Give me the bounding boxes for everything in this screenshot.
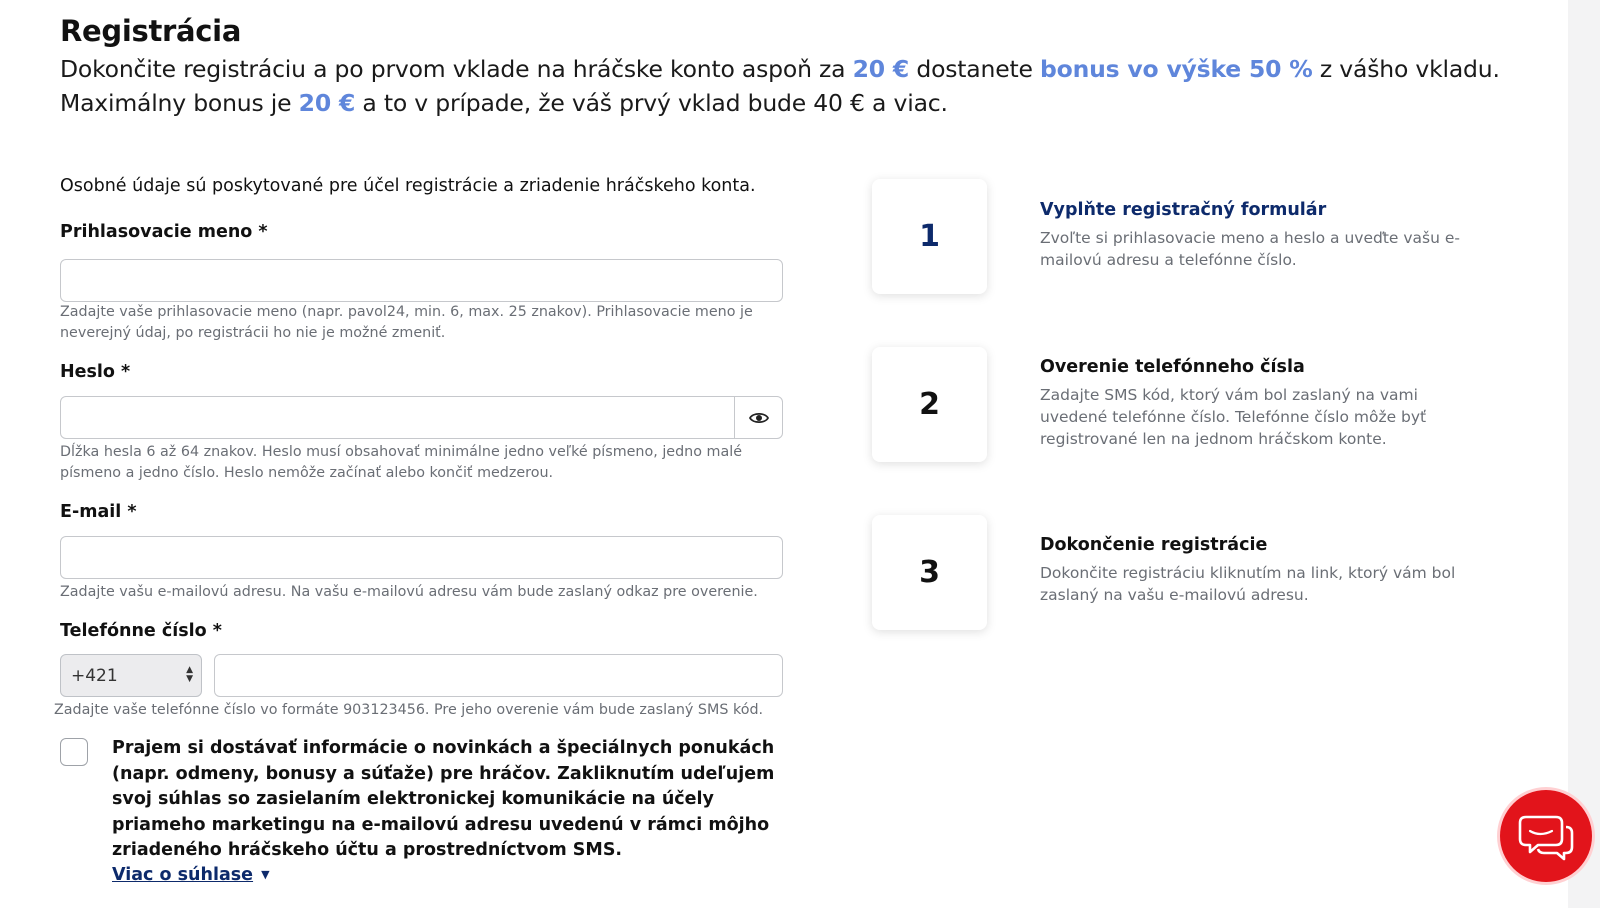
email-label: E-mail * [60,502,137,522]
chat-button[interactable] [1500,790,1592,882]
username-help: Zadajte vaše prihlasovacie meno (napr. pavol24, min. 6, max. 25 znakov). Prihlasovacie meno je neverejný údaj, po registrácii ho nie je možné zmeniť. [60,304,753,341]
email-help: Zadajte vašu e-mailovú adresu. Na vašu e-mailovú adresu vám bude zaslaný odkaz pre overenie. [60,584,758,600]
username-input[interactable] [60,259,783,302]
step-2-description: Zadajte SMS kód, ktorý vám bol zaslaný na vami uvedené telefónne číslo. Telefónne číslo môže byť registrované len na jednom hráčskom konte. [1040,386,1427,448]
chat-bubbles-icon [1518,811,1574,861]
step-3-description: Dokončite registráciu kliknutím na link, ktorý vám bol zaslaný na vašu e-mailovú adresu. [1040,564,1456,604]
intro-line-2: Maximálny bonus je 20 € a to v prípade, že váš prvý vklad bude 40 € a viac. [60,89,948,117]
page-scrollbar-track [1568,0,1600,908]
intro-text [60,52,1530,120]
phone-prefix-value: +421 [71,665,118,686]
bonus-max: 20 € [298,89,356,117]
step-1-title: Vyplňte registračný formulár [1040,200,1327,220]
step-3-number: 3 [872,515,987,630]
caret-down-icon: ▼ [261,868,270,881]
phone-label: Telefónne číslo * [60,621,222,641]
password-input[interactable] [60,396,736,439]
step-2-title: Overenie telefónneho čísla [1040,357,1305,377]
show-password-button[interactable] [734,396,783,439]
updown-arrows-icon: ▲ ▼ [186,665,193,684]
password-label: Heslo * [60,362,131,382]
marketing-consent-text: Prajem si dostávať informácie o novinkách a špeciálnych ponukách (napr. odmeny, bonusy a súťaže) pre hráčov. Zakliknutím udeľujem svoj súhlas so zasielaním elektronickej komunikácie na účely priameho marketingu na e-mailovú adresu uvedenú v rámci môjho zriadeného hráčskeho účtu a prostredníctvom SMS. [112,738,775,860]
marketing-consent-checkbox[interactable] [60,738,88,766]
step-2-number: 2 [872,347,987,462]
bonus-percent: bonus vo výške 50 % [1040,55,1313,83]
intro-line-1: Dokončite registráciu a po prvom vklade na hráčske konto aspoň za 20 € dostanete bonus vo výške 50 % z vášho vkladu. [60,55,1500,83]
email-input[interactable] [60,536,783,579]
step-3-title: Dokončenie registrácie [1040,535,1268,555]
eye-icon [749,411,769,425]
bonus-min-deposit: 20 € [852,55,910,83]
password-help: Dĺžka hesla 6 až 64 znakov. Heslo musí obsahovať minimálne jedno veľké písmeno, jedno malé písmeno a jedno číslo. Heslo nemôže začínať alebo končiť medzerou. [60,444,742,481]
privacy-note: Osobné údaje sú poskytované pre účel registrácie a zriadenie hráčskeho konta. [60,176,756,196]
step-1-description: Zvoľte si prihlasovacie meno a heslo a uveďte vašu e-mailovú adresu a telefónne číslo. [1040,229,1461,269]
page-title: Registrácia [60,14,242,48]
phone-prefix-select[interactable] [60,654,202,697]
step-1-number: 1 [872,179,987,294]
username-label: Prihlasovacie meno * [60,222,268,242]
phone-input[interactable] [214,654,783,697]
phone-help: Zadajte vaše telefónne číslo vo formáte 903123456. Pre jeho overenie vám bude zaslaný SMS kód. [54,702,764,718]
consent-more-link[interactable]: Viac o súhlase ▼ [112,865,270,885]
